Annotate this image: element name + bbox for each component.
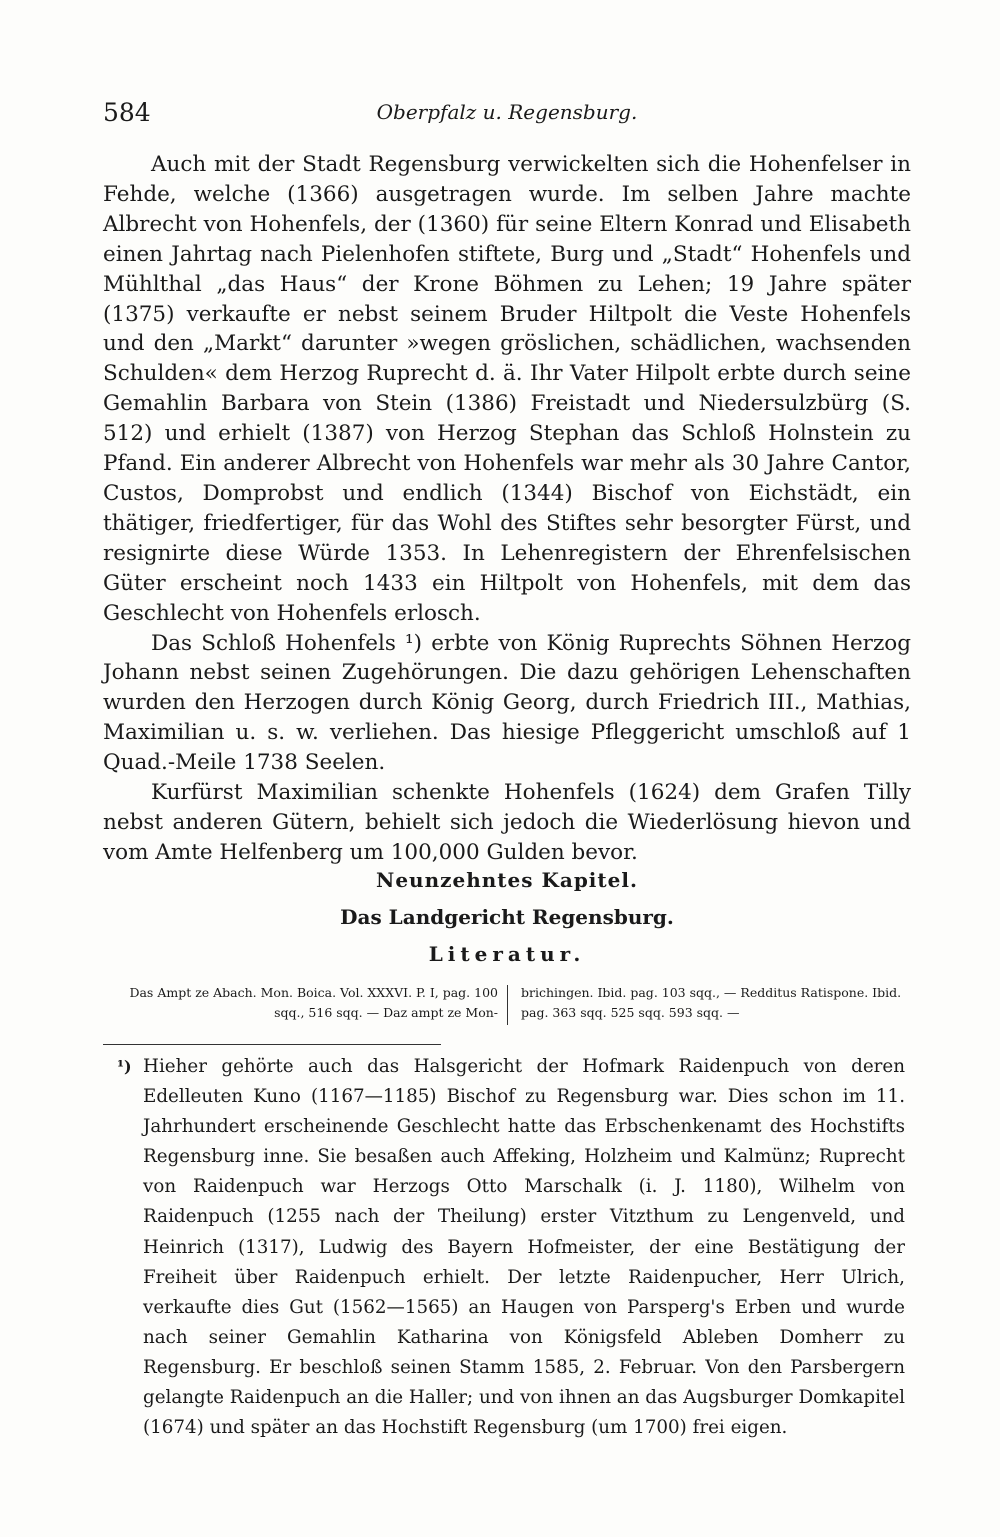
main-text — [103, 150, 911, 868]
paragraph: Auch mit der Stadt Regensburg verwickelten sich die Hohenfelser in Fehde, welche (1366) ausgetragen wurde. Im selben Jahre machte Albrecht von Hohenfels, der (1360) für seine Eltern Konrad und Elisabeth einen Jahrtag nach Pielenhofen stiftete, Burg und „Stadt“ Hohenfels und Mühlthal „das Haus“ der Krone Böhmen zu Lehen; 19 Jahre später (1375) verkaufte er nebst seinem Bruder Hiltpolt die Veste Hohenfels und den „Markt“ darunter »wegen gröslichen, schädlichen, wachsenden Schulden« dem Herzog Ruprecht d. ä. Ihr Vater Hilpolt erbte durch seine Gemahlin Barbara von Stein (1386) Freistadt und Niedersulzbürg (S. 512) und erhielt (1387) von Herzog Stephan das Schloß Holnstein zu Pfand. Ein anderer Albrecht von Hohenfels war mehr als 30 Jahre Cantor, Custos, Domprobst und endlich (1344) Bischof von Eichstädt, ein thätiger, friedfertiger, für das Wohl des Stiftes sehr besorgter Fürst, und resignirte diese Würde 1353. In Lehenregistern der Ehrenfelsischen Güter erscheint noch 1433 ein Hiltpolt von Hohenfels, mit dem das Geschlecht von Hohenfels erlosch. — [103, 152, 911, 626]
footnote-marker: ¹) — [117, 1057, 132, 1076]
paragraph: Kurfürst Maximilian schenkte Hohenfels (1624) dem Grafen Tilly nebst anderen Gütern, behielt sich jedoch die Wiederlösung hievon und vom Amte Helfenberg um 100,000 Gulden bevor. — [103, 780, 911, 865]
chapter-number: Neunzehntes Kapitel. — [376, 868, 638, 892]
footnote — [117, 1052, 905, 1443]
page-number: 584 — [103, 98, 151, 127]
footnote-text: Hieher gehörte auch das Halsgericht der Hofmark Raidenpuch von deren Edelleuten Kuno (1167—1185) Bischof zu Regensburg war. Dies schon im 11. Jahrhundert erscheinende Geschlecht hatte das Erbschenkenamt des Hochstifts Regensburg inne. Sie besaßen auch Affeking, Holzheim und Kalmünz; Ruprecht von Raidenpuch war Herzogs Otto Marschalk (i. J. 1180), Wilhelm von Raidenpuch (1255 nach der Theilung) erster Vitzthum zu Lengenveld, und Heinrich (1317), Ludwig des Bayern Hofmeister, der eine Bestätigung der Freiheit über Raidenpuch erhielt. Der letzte Raidenpucher, Herr Ulrich, verkaufte dies Gut (1562—1565) an Haugen von Parsperg's Erben und wurde nach seiner Gemahlin Katharina von Königsfeld Ableben Domherr zu Regensburg. Er beschloß seinen Stamm 1585, 2. Februar. Von den Parsbergern gelangte Raidenpuch an die Haller; und von ihnen an das Augsburger Domkapitel (1674) und später an das Hochstift Regensburg (um 1700) frei eigen. — [143, 1056, 905, 1439]
running-title: Oberpfalz u. Regensburg. — [376, 100, 638, 124]
literature-references — [103, 983, 911, 1029]
literature-right-column: brichingen. Ibid. pag. 103 sqq., — Redditus Ratispone. Ibid. pag. 363 sqq. 525 sqq. 593 sqq. — — [521, 985, 902, 1020]
column-divider — [507, 985, 508, 1025]
page-header — [103, 98, 911, 138]
footnote-rule — [103, 1044, 441, 1045]
literature-heading: Literatur. — [428, 942, 586, 966]
chapter-title: Das Landgericht Regensburg. — [340, 905, 674, 929]
paragraph: Das Schloß Hohenfels ¹) erbte von König Ruprechts Söhnen Herzog Johann nebst seinen Zugehörungen. Die dazu gehörigen Lehenschaften wurden den Herzogen durch König Georg, durch Friedrich III., Mathias, Maximilian u. s. w. verliehen. Das hiesige Pfleggericht umschloß auf 1 Quad.-Meile 1738 Seelen. — [103, 630, 911, 776]
literature-left-column: Das Ampt ze Abach. Mon. Boica. Vol. XXXVI. P. I, pag. 100 sqq., 516 sqq. — Daz ampt ze Mon- — [129, 985, 498, 1020]
